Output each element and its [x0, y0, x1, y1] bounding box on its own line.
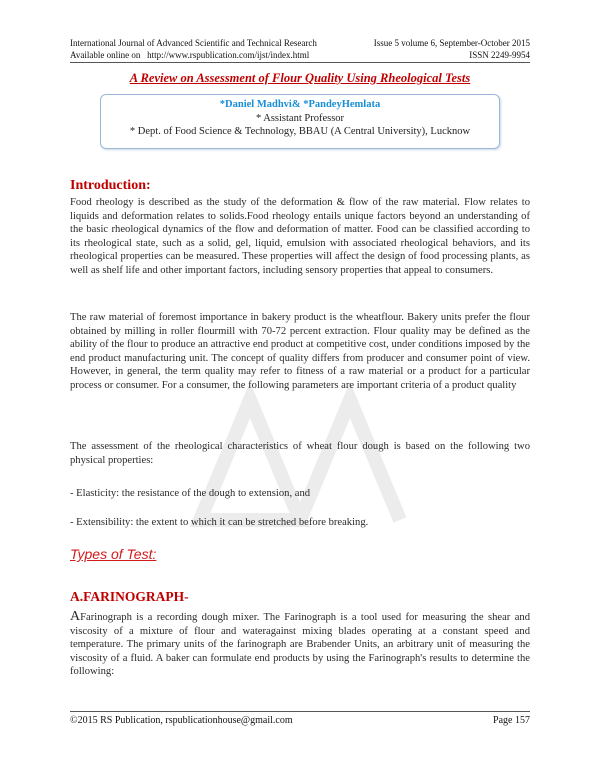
footer-copyright: ©2015 RS Publication, rspublicationhouse@gmail.com	[70, 715, 293, 726]
issn: ISSN 2249-9954	[469, 50, 530, 60]
farinograph-paragraph	[70, 610, 530, 679]
footer-rule	[70, 711, 530, 712]
authors: *Daniel Madhvi& *PandeyHemlata	[219, 99, 381, 110]
farinograph-heading: A.FARINOGRAPH-	[70, 589, 189, 604]
article-title: A Review on Assessment of Flour Quality Using Rheological Tests	[129, 71, 471, 85]
intro-paragraph-2: The raw material of foremost importance in bakery product is the wheatflour. Bakery units prefer the flour obtained by milling in roller flourmill with 70-72 percent extraction. Flour quality may be defined as the ability of the flour to produce an attractive end product at competitive cost, under conditions imposed by the end product manufacturing unit. The concept of quality differs from producer and consumer point of view. However, in general, the term quality may refer to fitness of a raw material or a product for a particular process or consumer. For a consumer, the following parameters are important criteria of a product quality	[70, 312, 530, 391]
intro-paragraph-3: The assessment of the rheological characteristics of wheat flour dough is based on the following two physical properties:	[70, 441, 530, 466]
author-role: * Assistant Professor	[255, 112, 345, 124]
intro-paragraph-1: Food rheology is described as the study of the deformation & flow of the raw material. Flow relates to liquids and deformation relates to solids.Food rheology entails unique factors beyond an understanding of the basic rheological dynamics of the flow and deformation of matter. Food can be classified according to its rheological state, such as a solid, gel, liquid, emulsion with associated rheological behaviors, and its rheological properties can be measured. These properties will affect the design of food processing plants, as well as shelf life and other important factors, including sensory properties that appeal to consumers.	[70, 197, 530, 276]
extensibility-item: - Extensibility: the extent to which it can be stretched before breaking.	[70, 517, 369, 528]
introduction-heading: Introduction:	[70, 178, 151, 193]
drop-cap: A	[70, 609, 81, 624]
running-header-line2	[70, 49, 530, 61]
elasticity-item: - Elasticity: the resistance of the dough to extension, and	[70, 488, 311, 499]
journal-url[interactable]: Available online on http://www.rspublication.com/ijst/index.html	[70, 50, 310, 60]
author-box	[100, 94, 500, 149]
issue-info: Issue 5 volume 6, September-October 2015	[373, 38, 530, 48]
farinograph-body: Farinograph is a recording dough mixer. The Farinograph is a tool used for measuring the shear and viscosity of a mixture of flour and wateragainst mixing blades operating at a constant speed and temperature. The primary units of the farinograph are Brabender Units, an arbitrary unit of measuring the viscosity of a fluid. A baker can formulate end products by using the Farinograph's results to determine the following:	[70, 612, 530, 678]
types-of-test-heading: Types of Test:	[70, 546, 157, 562]
page-number: Page 157	[493, 715, 530, 726]
journal-name: International Journal of Advanced Scientific and Technical Research	[70, 38, 317, 48]
page-footer	[70, 715, 530, 726]
author-affiliation: * Dept. of Food Science & Technology, BBAU (A Central University), Lucknow	[129, 126, 471, 137]
running-header	[70, 37, 530, 49]
header-rule	[70, 62, 530, 63]
